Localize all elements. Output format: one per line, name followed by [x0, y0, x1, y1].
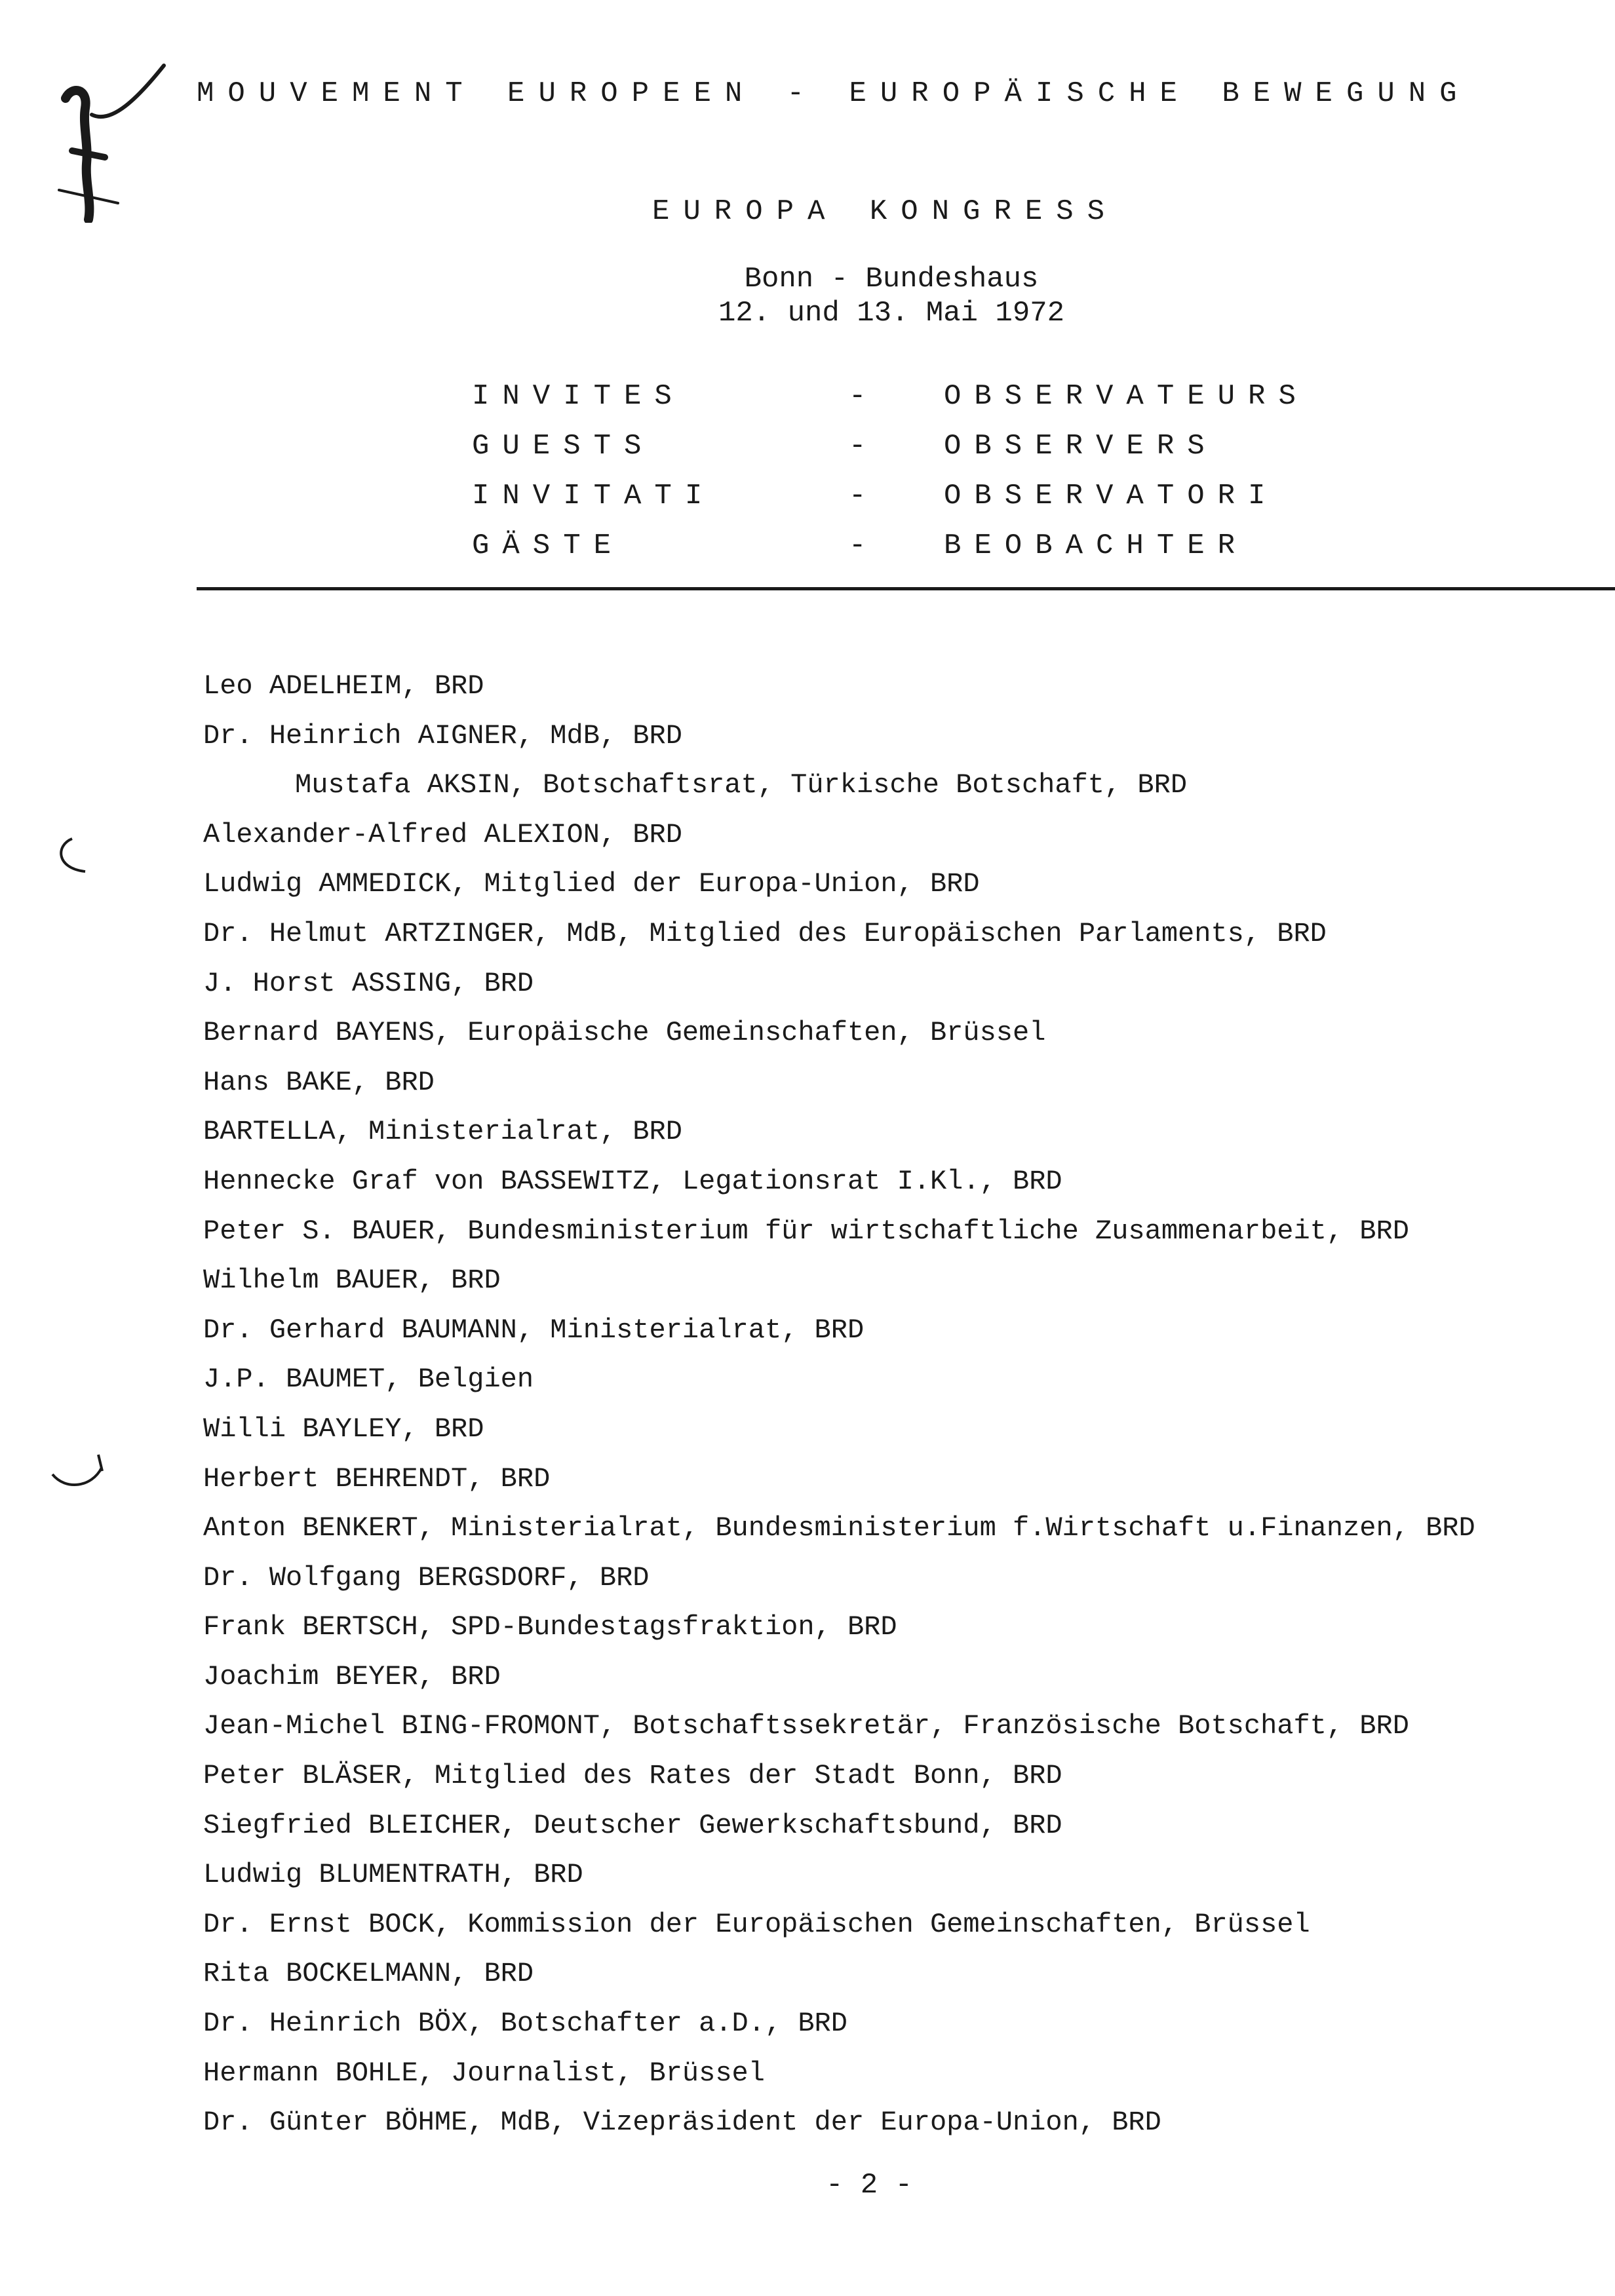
- guest-entry: Jean-Michel BING-FROMONT, Botschaftssekretär, Französische Botschaft, BRD: [203, 1710, 1409, 1742]
- category-right: BEOBACHTER: [944, 529, 1249, 562]
- guest-entry: Willi BAYLEY, BRD: [203, 1413, 484, 1445]
- guest-entry: Hermann BOHLE, Journalist, Brüssel: [203, 2057, 765, 2089]
- category-left: GÄSTE: [472, 529, 625, 562]
- guest-entry: Anton BENKERT, Ministerialrat, Bundesministerium f.Wirtschaft u.Finanzen, BRD: [203, 1512, 1475, 1544]
- organization-header: MOUVEMENT EUROPEEN - EUROPÄISCHE BEWEGUNG: [197, 77, 1471, 110]
- punch-hole-mark-bottom-icon: [46, 1442, 111, 1494]
- guest-entry: Dr. Gerhard BAUMANN, Ministerialrat, BRD: [203, 1314, 865, 1346]
- guest-entry: Ludwig AMMEDICK, Mitglied der Europa-Union, BRD: [203, 868, 980, 900]
- guest-entry: J. Horst ASSING, BRD: [203, 967, 534, 999]
- guest-entry: Siegfried BLEICHER, Deutscher Gewerkschaftsbund, BRD: [203, 1809, 1062, 1841]
- category-dash: -: [849, 380, 880, 413]
- category-left: INVITATI: [472, 480, 716, 512]
- guest-entry: Hennecke Graf von BASSEWITZ, Legationsrat I.Kl., BRD: [203, 1165, 1062, 1197]
- guest-entry: Hans BAKE, BRD: [203, 1066, 435, 1098]
- guest-entry: Wilhelm BAUER, BRD: [203, 1265, 501, 1297]
- guest-entry: Peter S. BAUER, Bundesministerium für wirtschaftliche Zusammenarbeit, BRD: [203, 1215, 1409, 1247]
- category-left: GUESTS: [472, 430, 655, 463]
- page-number: - 2 -: [826, 2169, 913, 2202]
- header-divider: [197, 587, 1615, 590]
- congress-venue: Bonn - Bundeshaus: [744, 263, 1039, 296]
- category-right: OBSERVATORI: [944, 480, 1279, 512]
- guest-entry: J.P. BAUMET, Belgien: [203, 1364, 534, 1396]
- category-right: OBSERVATEURS: [944, 380, 1309, 413]
- punch-hole-mark-top-icon: [46, 832, 98, 885]
- guest-entry: Alexander-Alfred ALEXION, BRD: [203, 818, 682, 851]
- guest-entry: Dr. Wolfgang BERGSDORF, BRD: [203, 1561, 650, 1594]
- guest-entry: Herbert BEHRENDT, BRD: [203, 1463, 551, 1495]
- category-dash: -: [849, 430, 880, 463]
- guest-entry: Rita BOCKELMANN, BRD: [203, 1958, 534, 1990]
- guest-entry: Bernard BAYENS, Europäische Gemeinschaften, Brüssel: [203, 1017, 1046, 1049]
- guest-entry: Leo ADELHEIM, BRD: [203, 670, 484, 702]
- guest-entry: Joachim BEYER, BRD: [203, 1660, 501, 1693]
- guest-entry: Dr. Helmut ARTZINGER, MdB, Mitglied des Europäischen Parlaments, BRD: [203, 917, 1327, 949]
- guest-entry: Dr. Heinrich AIGNER, MdB, BRD: [203, 719, 682, 752]
- congress-dates: 12. und 13. Mai 1972: [718, 297, 1065, 330]
- guest-entry: Frank BERTSCH, SPD-Bundestagsfraktion, BRD: [203, 1611, 897, 1643]
- guest-entry: Ludwig BLUMENTRATH, BRD: [203, 1859, 583, 1891]
- guest-entry: Dr. Ernst BOCK, Kommission der Europäischen Gemeinschaften, Brüssel: [203, 1908, 1310, 1940]
- category-left: INVITES: [472, 380, 685, 413]
- guest-entry: Peter BLÄSER, Mitglied des Rates der Stadt Bonn, BRD: [203, 1760, 1062, 1792]
- congress-title: EUROPA KONGRESS: [652, 195, 1119, 228]
- congress-venue-block: [708, 262, 1075, 330]
- guest-list: [203, 662, 1606, 2148]
- category-dash: -: [849, 480, 880, 512]
- guest-entry: Dr. Heinrich BÖX, Botschafter a.D., BRD: [203, 2008, 847, 2040]
- guest-entry: BARTELLA, Ministerialrat, BRD: [203, 1116, 682, 1148]
- guest-entry: Mustafa AKSIN, Botschaftsrat, Türkische Botschaft, BRD: [295, 769, 1188, 801]
- handwritten-mark-icon: [26, 52, 184, 223]
- category-right: OBSERVERS: [944, 430, 1218, 463]
- guest-entry: Dr. Günter BÖHME, MdB, Vizepräsident der Europa-Union, BRD: [203, 2107, 1161, 2139]
- category-dash: -: [849, 529, 880, 562]
